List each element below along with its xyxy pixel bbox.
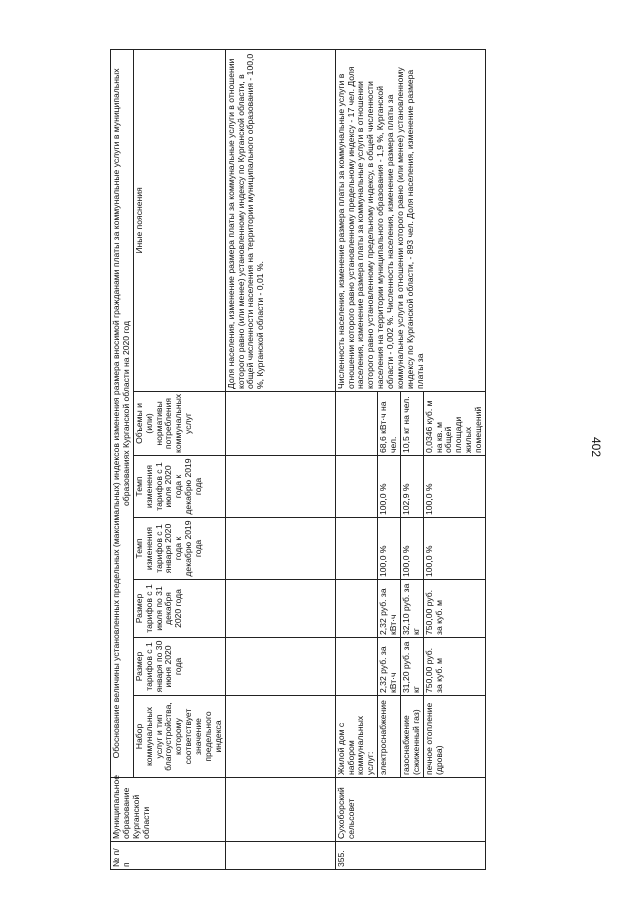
volume-cell: 0,0346 куб. м на кв. м общей площади жилых помещений [423, 392, 485, 456]
volume-cell: 10,5 кг на чел. [400, 392, 423, 456]
col-tariff1-header: Размер тарифов с 1 января по 30 июня 2020 года [133, 638, 225, 696]
rate2-cell: 102,9 % [400, 456, 423, 518]
service-cell: газоснабжение (сжиженный газ) [400, 696, 423, 778]
tariff2-cell: 750,00 руб. за куб. м [423, 580, 485, 638]
tariff1-cell: 2,32 руб. за кВт·ч [378, 638, 401, 696]
tariff2-cell: 2,32 руб. за кВт·ч [378, 580, 401, 638]
rate1-cell: 100,0 % [400, 518, 423, 580]
col-volume-header: Объемы и (или) нормативы потребления коммунальных услуг [133, 392, 225, 456]
service-cell: электроснабжение [378, 696, 401, 778]
top-note: Доля населения, изменение размера платы за коммунальные услуги в отношении которого равно (или менее) установленному индексу по Курганской области, в общей численности населения на территории муниципального образования - 100,0 %, Курганской области - 0,01 %. [225, 49, 335, 391]
col-rate1-header: Темп изменения тарифов с 1 января 2020 года к декабрю 2019 года [133, 518, 225, 580]
rate1-cell: 100,0 % [378, 518, 401, 580]
col-num-header: № п/п [111, 842, 226, 870]
tariff-table [110, 49, 486, 870]
header-row-2 [133, 49, 225, 869]
volume-cell: 68,6 кВт·ч на чел. [378, 392, 401, 456]
col-municipality-header: Муниципальное образование Курганской области [111, 778, 226, 842]
header-row-1 [111, 49, 134, 869]
entry-type-label: Жилой дом с набором коммунальных услуг: [335, 696, 378, 778]
rate2-cell: 100,0 % [423, 456, 485, 518]
tariff1-cell: 750,00 руб. за куб. м [423, 638, 485, 696]
col-notes-header: Иные пояснения [133, 49, 225, 391]
tariff1-cell: 31,20 руб. за кг [400, 638, 423, 696]
entry-municipality: Сухоборский сельсовет [335, 778, 485, 842]
col-service-header: Набор коммунальных услуг и тип благоустройства, которому соответствует значение предельного индекса [133, 696, 225, 778]
entry-notes: Численность населения, изменение размера платы за коммунальные услуги в отношении которого равно установленному предельному индексу - 17 чел. Доля населения, изменение размера платы за коммунальные услуги в отношении которого равно установленному предельному индексу, в общей численности населения на территории муниципального образования - 1,9 %, Курганской области - 0,002 %. Численность населения, изменение размера платы за коммунальные услуги в отношении которого равно (или менее) установленному индексу по Курганской области, - 893 чел. Доля населения, изменение размера платы за [335, 49, 485, 391]
group-title: Обоснование величины установленных предельных (максимальных) индексов изменения размера вносимой гражданами платы за коммунальные услуги в муниципальных образованиях Курганской области на 2020 год [111, 49, 134, 777]
col-rate2-header: Темп изменения тарифов с 1 июля 2020 года к декабрю 2019 года [133, 456, 225, 518]
rate1-cell: 100,0 % [423, 518, 485, 580]
tariff2-cell: 32,10 руб. за кг [400, 580, 423, 638]
col-tariff2-header: Размер тарифов с 1 июля по 31 декабря 2020 года [133, 580, 225, 638]
service-cell: печное отопление (дрова) [423, 696, 485, 778]
top-note-row [225, 49, 335, 869]
rate2-cell: 100,0 % [378, 456, 401, 518]
rotated-table-wrapper [110, 50, 630, 870]
entry-number: 355. [335, 842, 485, 870]
entry-type-row [335, 49, 378, 869]
page-number: 402 [588, 436, 603, 458]
